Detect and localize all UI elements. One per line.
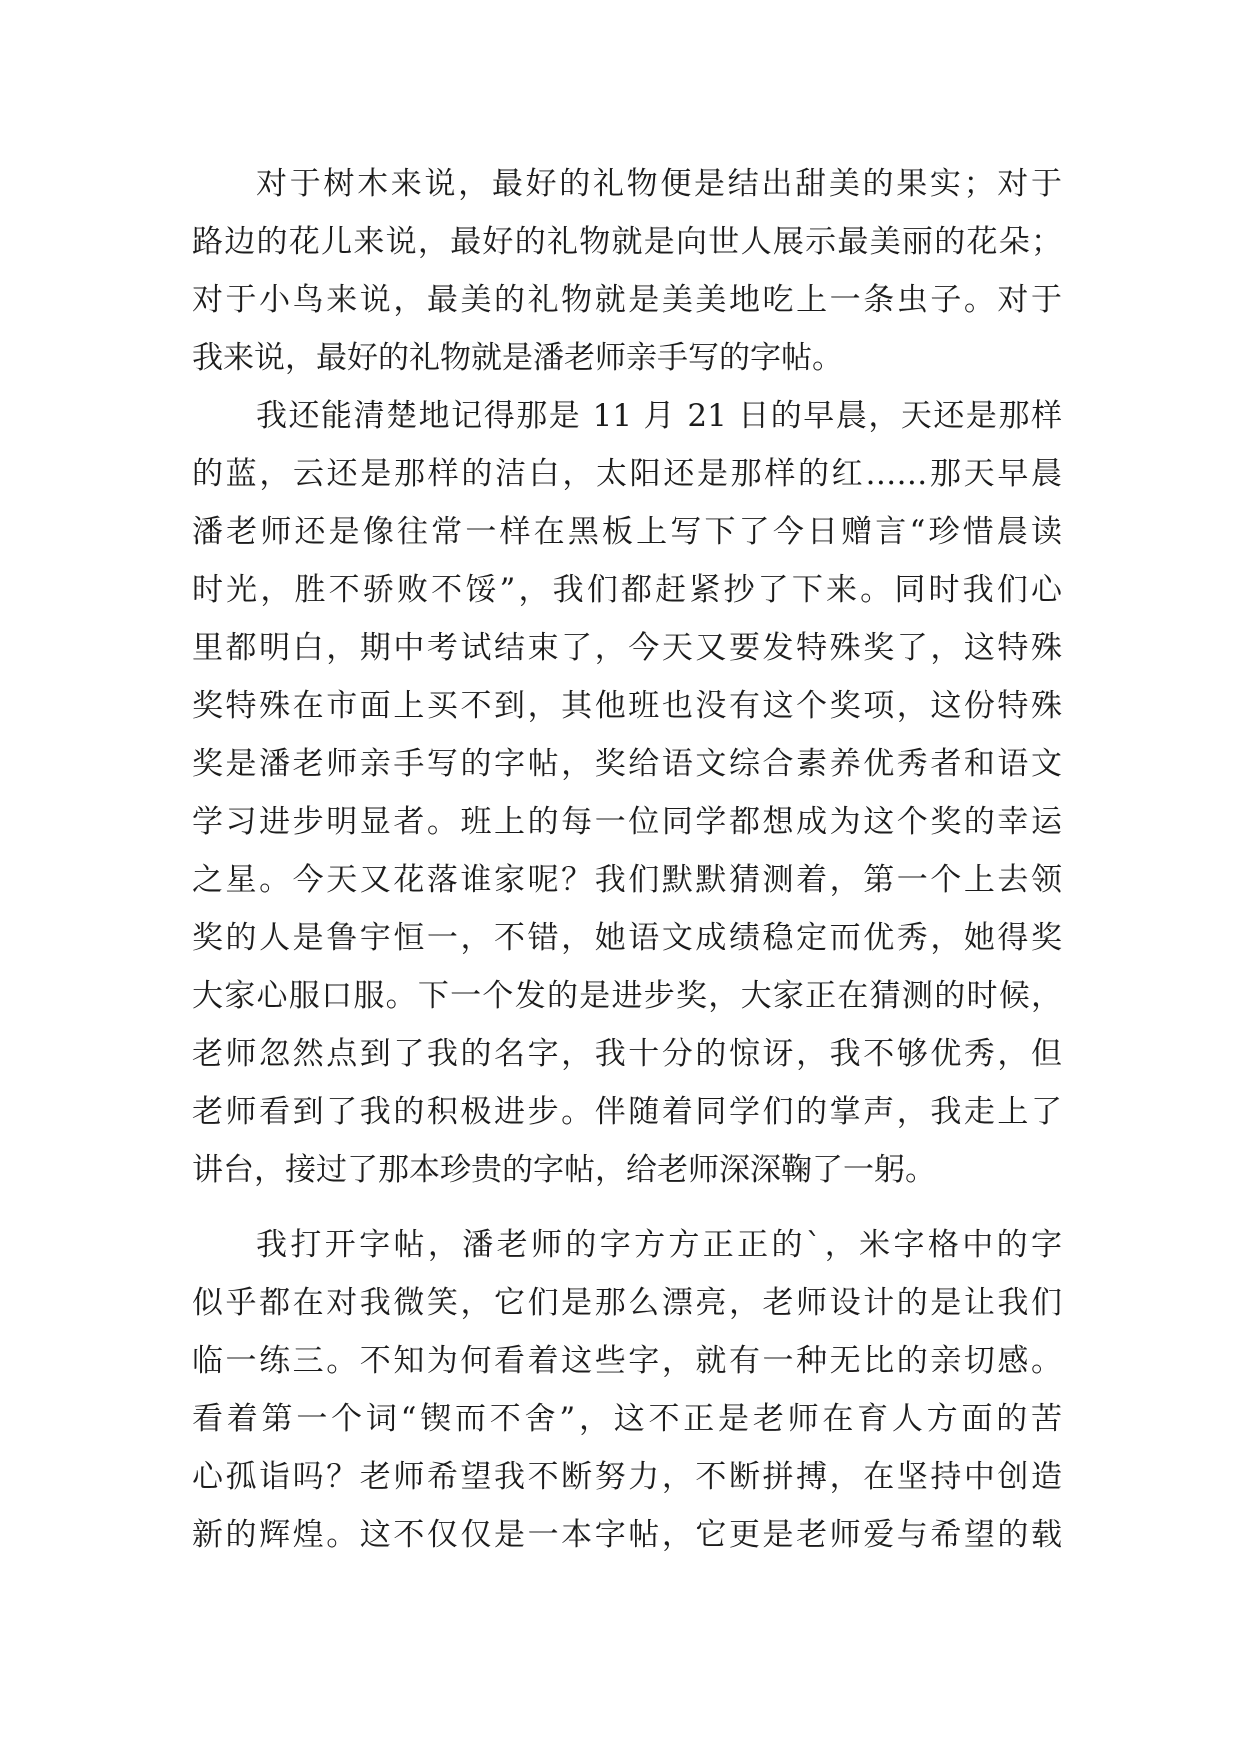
paragraph-2-line-8: 学习进步明显者。班上的每一位同学都想成为这个奖的幸运 xyxy=(192,804,1062,840)
paragraph-2-line-5: 里都明白，期中考试结束了，今天又要发特殊奖了，这特殊 xyxy=(192,630,1062,666)
paragraph-2-line-11: 大家心服口服。下一个发的是进步奖，大家正在猜测的时候， xyxy=(192,978,1062,1014)
paragraph-2-line-14: 讲台，接过了那本珍贵的字帖，给老师深深鞠了一躬。 xyxy=(192,1152,936,1188)
paragraph-3-line-2: 似乎都在对我微笑，它们是那么漂亮，老师设计的是让我们 xyxy=(192,1285,1062,1321)
paragraph-2-line-10: 奖的人是鲁宇恒一，不错，她语文成绩稳定而优秀，她得奖 xyxy=(192,920,1062,956)
paragraph-1-line-3: 对于小鸟来说，最美的礼物就是美美地吃上一条虫子。对于 xyxy=(192,282,1062,318)
paragraph-2-line-1: 我还能清楚地记得那是 11 月 21 日的早晨，天还是那样 xyxy=(256,398,1062,434)
paragraph-3-line-1: 我打开字帖，潘老师的字方方正正的`，米字格中的字 xyxy=(256,1227,1062,1263)
paragraph-2-line-9: 之星。今天又花落谁家呢？我们默默猜测着，第一个上去领 xyxy=(192,862,1062,898)
paragraph-2-line-13: 老师看到了我的积极进步。伴随着同学们的掌声，我走上了 xyxy=(192,1094,1062,1130)
paragraph-3-line-3: 临一练三。不知为何看着这些字，就有一种无比的亲切感。 xyxy=(192,1343,1062,1379)
document-body xyxy=(192,155,1062,1564)
paragraph-3-line-4: 看着第一个词“锲而不舍”，这不正是老师在育人方面的苦 xyxy=(192,1401,1062,1437)
paragraph-2-line-6: 奖特殊在市面上买不到，其他班也没有这个奖项，这份特殊 xyxy=(192,688,1062,724)
paragraph-2-line-3: 潘老师还是像往常一样在黑板上写下了今日赠言“珍惜晨读 xyxy=(192,514,1062,550)
paragraph-2-line-7: 奖是潘老师亲手写的字帖，奖给语文综合素养优秀者和语文 xyxy=(192,746,1062,782)
paragraph-2-line-2: 的蓝，云还是那样的洁白，太阳还是那样的红……那天早晨 xyxy=(192,456,1062,492)
paragraph-2-line-12: 老师忽然点到了我的名字，我十分的惊讶，我不够优秀，但 xyxy=(192,1036,1062,1072)
paragraph-3-line-5: 心孤诣吗？老师希望我不断努力，不断拼搏，在坚持中创造 xyxy=(192,1459,1062,1495)
paragraph-1-line-2: 路边的花儿来说，最好的礼物就是向世人展示最美丽的花朵； xyxy=(192,224,1062,260)
paragraph-spacing xyxy=(192,1199,1062,1216)
paragraph-2-line-4: 时光，胜不骄败不馁”，我们都赶紧抄了下来。同时我们心 xyxy=(192,572,1062,608)
paragraph-1-line-4: 我来说，最好的礼物就是潘老师亲手写的字帖。 xyxy=(192,340,843,376)
paragraph-1-line-1: 对于树木来说，最好的礼物便是结出甜美的果实；对于 xyxy=(256,166,1062,202)
paragraph-3-line-6: 新的辉煌。这不仅仅是一本字帖，它更是老师爱与希望的载 xyxy=(192,1517,1062,1553)
